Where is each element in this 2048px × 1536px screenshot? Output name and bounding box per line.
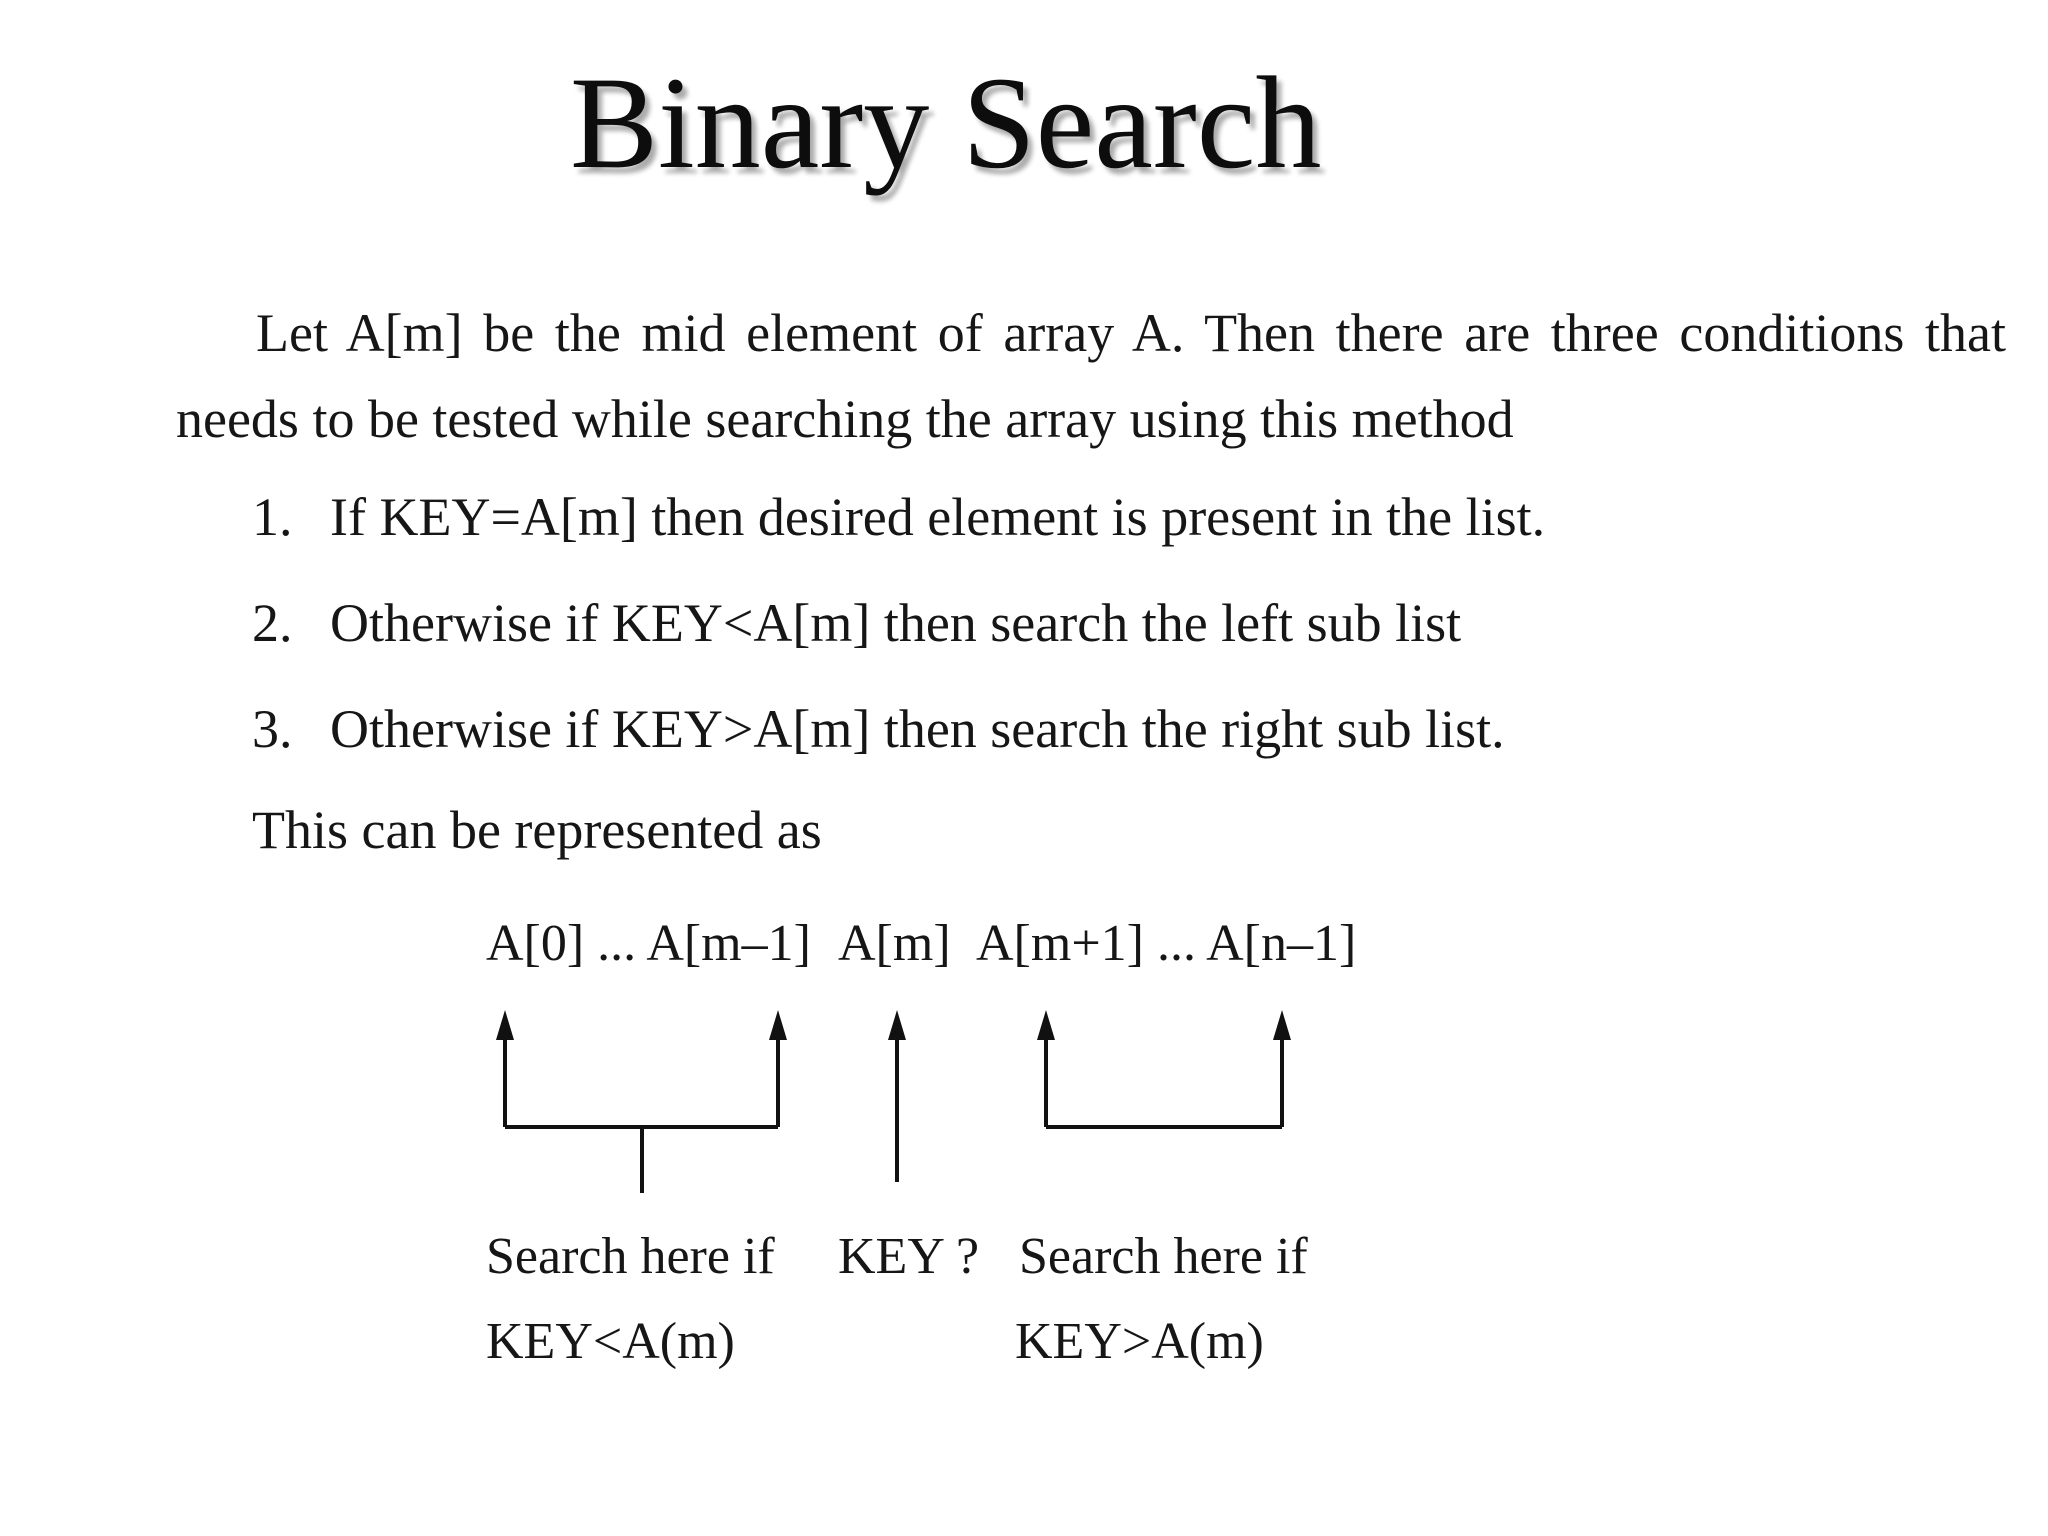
represent-text: This can be represented as (252, 800, 822, 860)
array-left-label: A[0] ... A[m–1] (486, 915, 811, 972)
slide-title: Binary Search (570, 49, 1322, 196)
condition-number-3: 3. (252, 699, 293, 759)
intro-paragraph: Let A[m] be the mid element of array A. Then there are three conditions that needs to be tested while searching the array using this method (176, 303, 2006, 449)
condition-number-1: 1. (252, 487, 293, 547)
left-start-arrow-icon (496, 1010, 514, 1040)
condition-text-2: Otherwise if KEY<A[m] then search the left sub list (330, 593, 1462, 653)
right-search-label-line1: Search here if (1019, 1228, 1308, 1285)
array-mid-label: A[m] (838, 915, 951, 972)
array-right-label: A[m+1] ... A[n–1] (976, 915, 1357, 972)
right-bracket (1037, 1010, 1291, 1127)
condition-text-3: Otherwise if KEY>A[m] then search the right sub list. (330, 699, 1505, 759)
condition-number-2: 2. (252, 593, 293, 653)
condition-text-1: If KEY=A[m] then desired element is present in the list. (330, 487, 1546, 547)
left-bracket (496, 1010, 787, 1193)
right-start-arrow-icon (1037, 1010, 1055, 1040)
left-end-arrow-icon (769, 1010, 787, 1040)
left-search-label-line2: KEY<A(m) (486, 1313, 735, 1370)
right-end-arrow-icon (1273, 1010, 1291, 1040)
mid-arrow-icon (888, 1010, 906, 1040)
mid-arrow (888, 1010, 906, 1182)
key-question-label: KEY ? (838, 1228, 980, 1285)
right-search-label-line2: KEY>A(m) (1015, 1313, 1264, 1370)
left-search-label-line1: Search here if (486, 1228, 775, 1285)
